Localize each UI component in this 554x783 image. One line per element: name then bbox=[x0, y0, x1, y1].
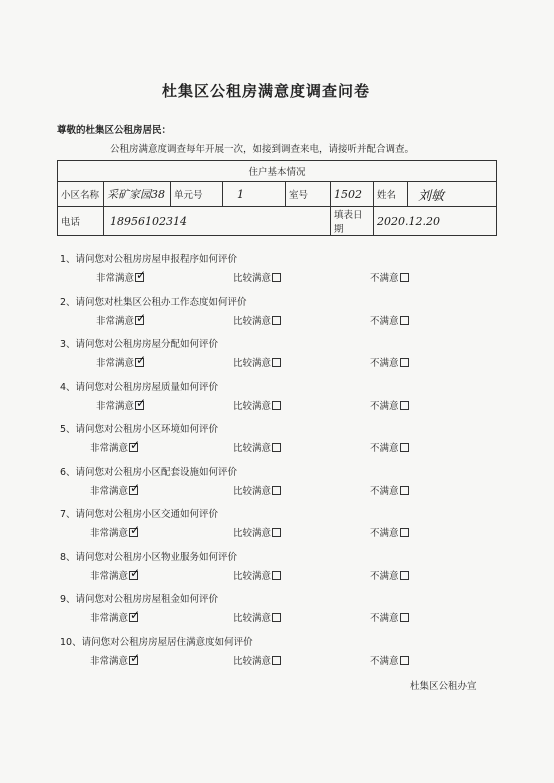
date-label: 填表日期 bbox=[331, 207, 374, 236]
question-text: 8、请问您对公租房小区物业服务如何评价 bbox=[60, 551, 238, 563]
rating-option[interactable] bbox=[90, 650, 141, 667]
rating-option-label: 非常满意 bbox=[90, 655, 129, 667]
rating-option-label: 不满意 bbox=[370, 485, 399, 497]
name-label: 姓名 bbox=[374, 182, 408, 207]
unit-label: 单元号 bbox=[171, 182, 223, 207]
rating-option-label: 不满意 bbox=[370, 528, 399, 539]
rating-option[interactable] bbox=[370, 653, 409, 667]
checkbox[interactable] bbox=[129, 565, 141, 580]
checkbox[interactable] bbox=[272, 613, 281, 622]
rating-option[interactable] bbox=[233, 483, 281, 497]
question-text: 10、请问您对公租房房屋居住满意度如何评价 bbox=[60, 636, 253, 648]
rating-option-label: 不满意 bbox=[370, 613, 399, 624]
room-value[interactable]: 1502 bbox=[331, 182, 374, 207]
rating-option-label: 不满意 bbox=[370, 273, 399, 284]
rating-option[interactable] bbox=[96, 353, 147, 369]
checkbox[interactable] bbox=[129, 480, 141, 495]
checkmark-icon: ✓ bbox=[136, 353, 147, 367]
checkbox[interactable] bbox=[129, 523, 141, 537]
checkbox[interactable] bbox=[129, 608, 141, 622]
rating-option[interactable] bbox=[233, 270, 281, 284]
checkbox[interactable] bbox=[272, 273, 281, 282]
question-text: 1、请问您对公租房房屋申报程序如何评价 bbox=[60, 254, 238, 265]
rating-option-label: 非常满意 bbox=[96, 358, 135, 369]
question-text: 3、请问您对公租房房屋分配如何评价 bbox=[60, 339, 219, 350]
checkmark-icon: ✓ bbox=[136, 395, 147, 410]
checkbox[interactable] bbox=[400, 443, 409, 452]
rating-option-label: 不满意 bbox=[370, 443, 399, 454]
rating-option-label: 比较满意 bbox=[233, 570, 272, 582]
name-value[interactable]: 刘敏 bbox=[408, 182, 497, 207]
rating-option[interactable] bbox=[370, 483, 409, 497]
rating-option-label: 非常满意 bbox=[90, 485, 129, 497]
checkbox[interactable] bbox=[400, 571, 409, 580]
rating-option-label: 非常满意 bbox=[90, 443, 129, 454]
rating-option[interactable] bbox=[96, 395, 147, 412]
checkbox[interactable] bbox=[272, 316, 281, 325]
rating-option-label: 非常满意 bbox=[90, 528, 129, 539]
rating-option[interactable] bbox=[233, 610, 281, 624]
checkmark-icon: ✓ bbox=[130, 565, 141, 580]
checkbox[interactable] bbox=[272, 528, 281, 537]
rating-option-label: 比较满意 bbox=[233, 613, 272, 624]
question-text: 4、请问您对公租房房屋质量如何评价 bbox=[60, 381, 219, 393]
rating-option[interactable] bbox=[90, 438, 141, 454]
date-value[interactable]: 2020.12.20 bbox=[374, 207, 497, 236]
rating-option-label: 非常满意 bbox=[96, 315, 135, 327]
checkmark-icon: ✓ bbox=[130, 438, 141, 452]
phone-value[interactable]: 18956102314 bbox=[104, 207, 331, 236]
rating-option[interactable] bbox=[90, 480, 141, 497]
rating-option[interactable] bbox=[370, 525, 409, 539]
rating-option[interactable] bbox=[96, 310, 147, 327]
rating-option[interactable] bbox=[90, 523, 141, 539]
checkbox[interactable] bbox=[129, 438, 141, 452]
checkbox[interactable] bbox=[135, 268, 147, 282]
checkbox[interactable] bbox=[400, 316, 409, 325]
checkbox[interactable] bbox=[400, 273, 409, 282]
checkmark-icon: ✓ bbox=[136, 268, 147, 282]
checkbox[interactable] bbox=[272, 401, 281, 410]
checkmark-icon: ✓ bbox=[130, 608, 141, 622]
rating-option-label: 不满意 bbox=[370, 570, 399, 582]
rating-option-label: 非常满意 bbox=[90, 570, 129, 582]
rating-option[interactable] bbox=[233, 525, 281, 539]
question-text: 7、请问您对公租房小区交通如何评价 bbox=[60, 509, 219, 520]
intro-text: 公租房满意度调查每年开展一次，如接到调查来电，请接听并配合调查。 bbox=[110, 144, 415, 155]
rating-option-label: 比较满意 bbox=[233, 443, 272, 454]
checkbox[interactable] bbox=[400, 528, 409, 537]
rating-option-label: 比较满意 bbox=[233, 655, 272, 667]
rating-option-label: 非常满意 bbox=[96, 273, 135, 284]
checkbox[interactable] bbox=[272, 443, 281, 452]
rating-option[interactable] bbox=[233, 355, 281, 369]
rating-option[interactable] bbox=[233, 313, 281, 327]
checkmark-icon: ✓ bbox=[130, 523, 141, 537]
rating-option-label: 比较满意 bbox=[233, 315, 272, 327]
community-value[interactable]: 采矿家园38 bbox=[104, 182, 171, 207]
checkbox[interactable] bbox=[272, 486, 281, 495]
checkbox[interactable] bbox=[135, 310, 147, 325]
rating-option-label: 不满意 bbox=[370, 655, 399, 667]
rating-option[interactable] bbox=[233, 653, 281, 667]
rating-option-label: 非常满意 bbox=[90, 613, 129, 624]
rating-option[interactable] bbox=[90, 608, 141, 624]
checkbox[interactable] bbox=[400, 656, 409, 665]
rating-option-label: 不满意 bbox=[370, 358, 399, 369]
rating-option[interactable] bbox=[370, 398, 409, 412]
rating-option[interactable] bbox=[233, 440, 281, 454]
rating-option[interactable] bbox=[370, 568, 409, 582]
phone-label: 电话 bbox=[58, 207, 104, 236]
checkbox[interactable] bbox=[272, 571, 281, 580]
question-text: 2、请问您对杜集区公租办工作态度如何评价 bbox=[60, 296, 247, 308]
rating-option-label: 比较满意 bbox=[233, 273, 272, 284]
rating-option[interactable] bbox=[370, 355, 409, 369]
room-label: 室号 bbox=[286, 182, 331, 207]
checkmark-icon: ✓ bbox=[130, 650, 141, 665]
rating-option[interactable] bbox=[370, 313, 409, 327]
rating-option[interactable] bbox=[370, 440, 409, 454]
rating-option-label: 比较满意 bbox=[233, 400, 272, 412]
checkbox[interactable] bbox=[400, 401, 409, 410]
question-text: 9、请问您对公租房房屋租金如何评价 bbox=[60, 594, 219, 605]
question-text: 6、请问您对公租房小区配套设施如何评价 bbox=[60, 466, 238, 478]
checkbox[interactable] bbox=[400, 486, 409, 495]
household-info-table bbox=[57, 160, 497, 236]
rating-option[interactable] bbox=[370, 610, 409, 624]
checkbox[interactable] bbox=[272, 656, 281, 665]
checkbox[interactable] bbox=[400, 358, 409, 367]
rating-option[interactable] bbox=[233, 568, 281, 582]
issuer-signature: 杜集区公租办宣 bbox=[410, 681, 477, 692]
page-title: 杜集区公租房满意度调查问卷 bbox=[162, 82, 371, 100]
rating-option[interactable] bbox=[233, 398, 281, 412]
rating-option-label: 比较满意 bbox=[233, 528, 272, 539]
checkmark-icon: ✓ bbox=[130, 480, 141, 495]
rating-option[interactable] bbox=[96, 268, 147, 284]
rating-option[interactable] bbox=[370, 270, 409, 284]
rating-option-label: 比较满意 bbox=[233, 485, 272, 497]
rating-option-label: 比较满意 bbox=[233, 358, 272, 369]
question-text: 5、请问您对公租房小区环境如何评价 bbox=[60, 424, 219, 435]
rating-option-label: 不满意 bbox=[370, 315, 399, 327]
checkmark-icon: ✓ bbox=[136, 310, 147, 325]
unit-value[interactable]: 1 bbox=[223, 182, 286, 207]
rating-option-label: 不满意 bbox=[370, 400, 399, 412]
rating-option-label: 非常满意 bbox=[96, 400, 135, 412]
table-header: 住户基本情况 bbox=[58, 161, 497, 182]
checkbox[interactable] bbox=[135, 353, 147, 367]
checkbox[interactable] bbox=[135, 395, 147, 410]
rating-option[interactable] bbox=[90, 565, 141, 582]
checkbox[interactable] bbox=[400, 613, 409, 622]
community-label: 小区名称 bbox=[58, 182, 104, 207]
checkbox[interactable] bbox=[129, 650, 141, 665]
checkbox[interactable] bbox=[272, 358, 281, 367]
greeting: 尊敬的杜集区公租房居民： bbox=[57, 125, 172, 136]
